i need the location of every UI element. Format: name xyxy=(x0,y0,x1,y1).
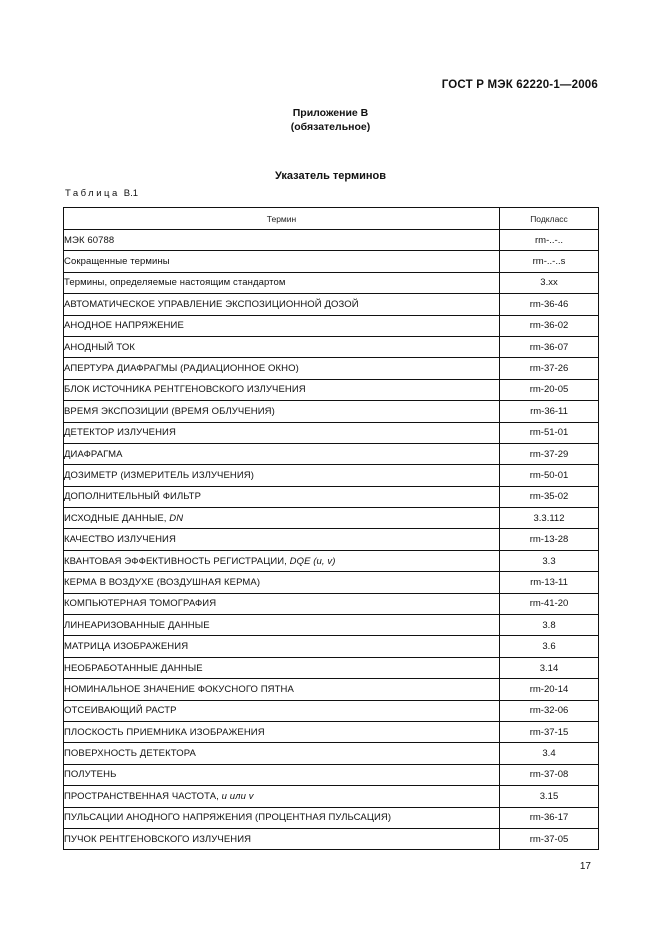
term-text: ПУЧОК РЕНТГЕНОВСКОГО ИЗЛУЧЕНИЯ xyxy=(64,833,252,845)
term-cell xyxy=(64,615,500,636)
subclass-cell: rm-36-02 xyxy=(500,315,599,336)
term-cell xyxy=(64,679,500,700)
table-caption xyxy=(65,188,138,199)
table-row xyxy=(64,336,599,357)
subclass-cell: rm-36-17 xyxy=(500,807,599,828)
subclass-cell: rm-36-07 xyxy=(500,336,599,357)
term-text: ОТСЕИВАЮЩИЙ РАСТР xyxy=(64,705,177,717)
subclass-cell: rm-50-01 xyxy=(500,465,599,486)
term-cell xyxy=(64,401,500,422)
term-text: БЛОК ИСТОЧНИКА РЕНТГЕНОВСКОГО ИЗЛУЧЕНИЯ xyxy=(64,384,306,396)
table-row xyxy=(64,572,599,593)
term-cell xyxy=(64,529,500,550)
terms-table xyxy=(63,207,599,850)
table-row xyxy=(64,828,599,849)
table-row xyxy=(64,294,599,315)
subclass-cell: 3.8 xyxy=(500,615,599,636)
subclass-cell: rm-13-11 xyxy=(500,572,599,593)
term-cell xyxy=(64,508,500,529)
subclass-cell: rm-37-08 xyxy=(500,764,599,785)
table-row xyxy=(64,251,599,272)
term-text: Термины, определяемые настоящим стандартом xyxy=(64,277,286,289)
term-text-italic: DQE (u, v) xyxy=(289,555,336,567)
subclass-cell: rm-41-20 xyxy=(500,593,599,614)
term-cell xyxy=(64,294,500,315)
term-text: ВРЕМЯ ЭКСПОЗИЦИИ (ВРЕМЯ ОБЛУЧЕНИЯ) xyxy=(64,405,275,417)
table-row xyxy=(64,272,599,293)
table-row xyxy=(64,508,599,529)
column-header-subclass: Подкласс xyxy=(500,208,599,230)
subclass-cell: rm-36-11 xyxy=(500,401,599,422)
standard-code: ГОСТ Р МЭК 62220-1—2006 xyxy=(441,79,598,91)
subclass-cell: rm-37-26 xyxy=(500,358,599,379)
subclass-cell: rm-36-46 xyxy=(500,294,599,315)
table-row xyxy=(64,807,599,828)
term-text: Сокращенные термины xyxy=(64,256,170,268)
term-cell xyxy=(64,593,500,614)
term-cell xyxy=(64,358,500,379)
page-number: 17 xyxy=(579,861,591,872)
term-cell xyxy=(64,443,500,464)
table-row xyxy=(64,315,599,336)
term-cell xyxy=(64,828,500,849)
table-row xyxy=(64,764,599,785)
term-cell xyxy=(64,315,500,336)
subclass-cell: 3.3.112 xyxy=(500,508,599,529)
subclass-cell: rm-37-15 xyxy=(500,721,599,742)
term-text: АНОДНОЕ НАПРЯЖЕНИЕ xyxy=(64,320,184,332)
table-row xyxy=(64,615,599,636)
table-row xyxy=(64,679,599,700)
term-text: ДЕТЕКТОР ИЗЛУЧЕНИЯ xyxy=(64,427,176,439)
table-row xyxy=(64,401,599,422)
term-text: АПЕРТУРА ДИАФРАГМЫ (РАДИАЦИОННОЕ ОКНО) xyxy=(64,363,299,375)
subclass-cell: 3.xx xyxy=(500,272,599,293)
table-row xyxy=(64,657,599,678)
term-text: АВТОМАТИЧЕСКОЕ УПРАВЛЕНИЕ ЭКСПОЗИЦИОННОЙ ДОЗОЙ xyxy=(64,298,359,310)
subclass-cell: 3.6 xyxy=(500,636,599,657)
term-text: ПУЛЬСАЦИИ АНОДНОГО НАПРЯЖЕНИЯ (ПРОЦЕНТНАЯ ПУЛЬСАЦИЯ) xyxy=(64,812,392,824)
term-text: ДОПОЛНИТЕЛЬНЫЙ ФИЛЬТР xyxy=(64,491,202,503)
table-caption-number: В.1 xyxy=(123,188,139,199)
table-row xyxy=(64,593,599,614)
subclass-cell: rm-35-02 xyxy=(500,486,599,507)
term-cell xyxy=(64,550,500,571)
term-text: КЕРМА В ВОЗДУХЕ (ВОЗДУШНАЯ КЕРМА) xyxy=(64,576,261,588)
subclass-cell: rm-32-06 xyxy=(500,700,599,721)
table-row xyxy=(64,379,599,400)
term-cell xyxy=(64,379,500,400)
term-text: ПРОСТРАНСТВЕННАЯ ЧАСТОТА, xyxy=(64,790,222,802)
term-text: ПОВЕРХНОСТЬ ДЕТЕКТОРА xyxy=(64,748,196,760)
term-text: ДИАФРАГМА xyxy=(64,448,123,460)
term-cell xyxy=(64,251,500,272)
term-text: КВАНТОВАЯ ЭФФЕКТИВНОСТЬ РЕГИСТРАЦИИ, xyxy=(64,555,290,567)
term-text: ИСХОДНЫЕ ДАННЫЕ, xyxy=(64,512,170,524)
table-row xyxy=(64,700,599,721)
term-text: АНОДНЫЙ ТОК xyxy=(64,341,135,353)
term-cell xyxy=(64,700,500,721)
table-header-row xyxy=(64,208,599,230)
table-row xyxy=(64,486,599,507)
term-cell xyxy=(64,572,500,593)
subclass-cell: rm-13-28 xyxy=(500,529,599,550)
term-cell xyxy=(64,636,500,657)
subclass-cell: 3.15 xyxy=(500,786,599,807)
term-cell xyxy=(64,721,500,742)
subclass-cell: 3.4 xyxy=(500,743,599,764)
term-cell xyxy=(64,786,500,807)
table-row xyxy=(64,230,599,251)
subclass-cell: rm-37-29 xyxy=(500,443,599,464)
term-text: НОМИНАЛЬНОЕ ЗНАЧЕНИЕ ФОКУСНОГО ПЯТНА xyxy=(64,683,294,695)
document-page xyxy=(63,0,598,936)
appendix-title: Приложение В xyxy=(292,107,369,119)
term-text: МЭК 60788 xyxy=(64,234,115,246)
term-text: ПОЛУТЕНЬ xyxy=(64,769,117,781)
table-row xyxy=(64,422,599,443)
subclass-cell: rm-37-05 xyxy=(500,828,599,849)
subclass-cell: rm-20-14 xyxy=(500,679,599,700)
term-text: ЛИНЕАРИЗОВАННЫЕ ДАННЫЕ xyxy=(64,619,210,631)
table-row xyxy=(64,636,599,657)
subclass-cell: rm-..-.. xyxy=(500,230,599,251)
term-text: МАТРИЦА ИЗОБРАЖЕНИЯ xyxy=(64,641,189,653)
term-cell xyxy=(64,657,500,678)
table-row xyxy=(64,529,599,550)
term-text: ПЛОСКОСТЬ ПРИЕМНИКА ИЗОБРАЖЕНИЯ xyxy=(64,726,265,738)
terms-table-body xyxy=(64,230,599,850)
term-cell xyxy=(64,465,500,486)
table-row xyxy=(64,786,599,807)
section-title: Указатель терминов xyxy=(274,170,387,182)
subclass-cell: rm-51-01 xyxy=(500,422,599,443)
table-caption-label: Таблица xyxy=(65,188,120,199)
column-header-term: Термин xyxy=(64,208,500,230)
term-cell xyxy=(64,486,500,507)
table-row xyxy=(64,721,599,742)
table-row xyxy=(64,743,599,764)
table-row xyxy=(64,358,599,379)
term-cell xyxy=(64,743,500,764)
term-text: ДОЗИМЕТР (ИЗМЕРИТЕЛЬ ИЗЛУЧЕНИЯ) xyxy=(64,469,255,481)
subclass-cell: 3.3 xyxy=(500,550,599,571)
term-text: КАЧЕСТВО ИЗЛУЧЕНИЯ xyxy=(64,534,176,546)
term-text: НЕОБРАБОТАННЫЕ ДАННЫЕ xyxy=(64,662,203,674)
subclass-cell: 3.14 xyxy=(500,657,599,678)
term-cell xyxy=(64,230,500,251)
term-cell xyxy=(64,336,500,357)
subclass-cell: rm-..-..s xyxy=(500,251,599,272)
appendix-subtitle: (обязательное) xyxy=(290,121,371,133)
table-row xyxy=(64,443,599,464)
table-row xyxy=(64,550,599,571)
term-cell xyxy=(64,764,500,785)
term-cell xyxy=(64,272,500,293)
term-text: КОМПЬЮТЕРНАЯ ТОМОГРАФИЯ xyxy=(64,598,217,610)
table-row xyxy=(64,465,599,486)
term-cell xyxy=(64,422,500,443)
term-text-italic: DN xyxy=(169,512,184,524)
term-text-italic: u или v xyxy=(221,790,254,802)
subclass-cell: rm-20-05 xyxy=(500,379,599,400)
term-cell xyxy=(64,807,500,828)
